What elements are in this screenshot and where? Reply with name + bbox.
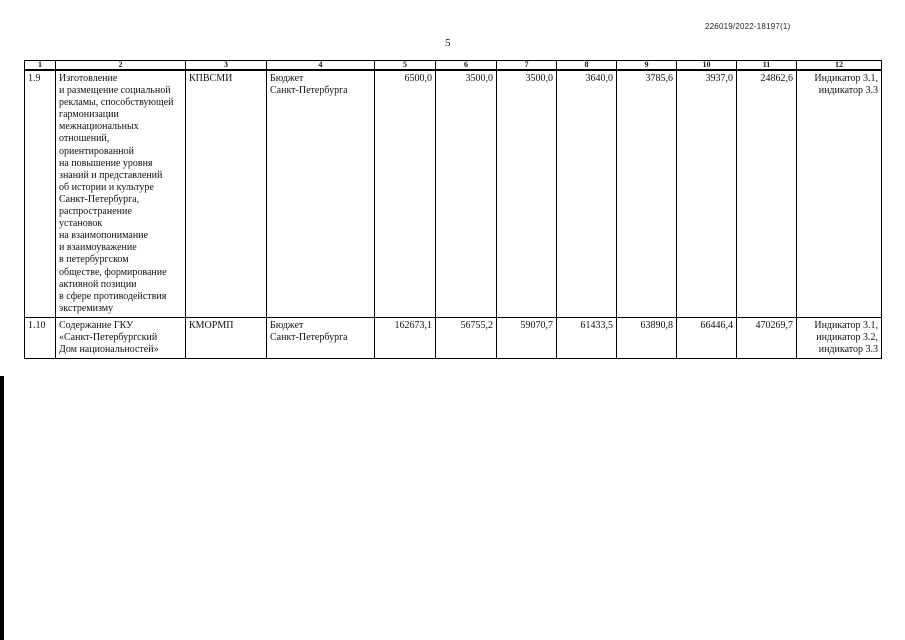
column-number-row [25,61,882,71]
value-cell: 61433,5 [557,317,617,358]
column-header-6: 6 [436,61,497,71]
funding-source: Бюджет Санкт-Петербурга [267,317,375,358]
column-header-9: 9 [617,61,677,71]
value-cell: 3640,0 [557,70,617,317]
document-id: 226019/2022-18197(1) [705,22,791,31]
total-value-cell: 470269,7 [737,317,797,358]
value-cell: 56755,2 [436,317,497,358]
column-header-4: 4 [267,61,375,71]
value-cell: 6500,0 [375,70,436,317]
column-header-7: 7 [497,61,557,71]
value-cell: 59070,7 [497,317,557,358]
value-cell: 3500,0 [497,70,557,317]
value-cell: 3500,0 [436,70,497,317]
table-row [25,317,882,358]
value-cell: 3937,0 [677,70,737,317]
total-value-cell: 24862,6 [737,70,797,317]
column-header-1: 1 [25,61,56,71]
scan-edge-bar [0,376,4,640]
activity-name: Изготовление и размещение социальной рекламы, способствующей гармонизации межнациональных отношений, ориентированной на повышение уровня знаний и представлений об истории и культуре Санкт-Петербурга, распространение установок на взаимопонимание и взаимоуважение в петербургском обществе, формирование активной позиции в сфере противодействия экстремизму [56,70,186,317]
executor: КМОРМП [186,317,267,358]
column-header-3: 3 [186,61,267,71]
column-header-5: 5 [375,61,436,71]
column-header-11: 11 [737,61,797,71]
funding-source: Бюджет Санкт-Петербурга [267,70,375,317]
row-number: 1.9 [25,70,56,317]
column-header-12: 12 [797,61,882,71]
value-cell: 66446,4 [677,317,737,358]
program-activities-table [24,60,882,359]
executor: КПВСМИ [186,70,267,317]
row-number: 1.10 [25,317,56,358]
column-header-2: 2 [56,61,186,71]
column-header-10: 10 [677,61,737,71]
indicators: Индикатор 3.1, индикатор 3.2, индикатор 3.3 [797,317,882,358]
value-cell: 162673,1 [375,317,436,358]
column-header-8: 8 [557,61,617,71]
page-number: 5 [445,37,451,49]
table-row [25,70,882,317]
value-cell: 63890,8 [617,317,677,358]
indicators: Индикатор 3.1, индикатор 3.3 [797,70,882,317]
activity-name: Содержание ГКУ «Санкт-Петербургский Дом национальностей» [56,317,186,358]
value-cell: 3785,6 [617,70,677,317]
